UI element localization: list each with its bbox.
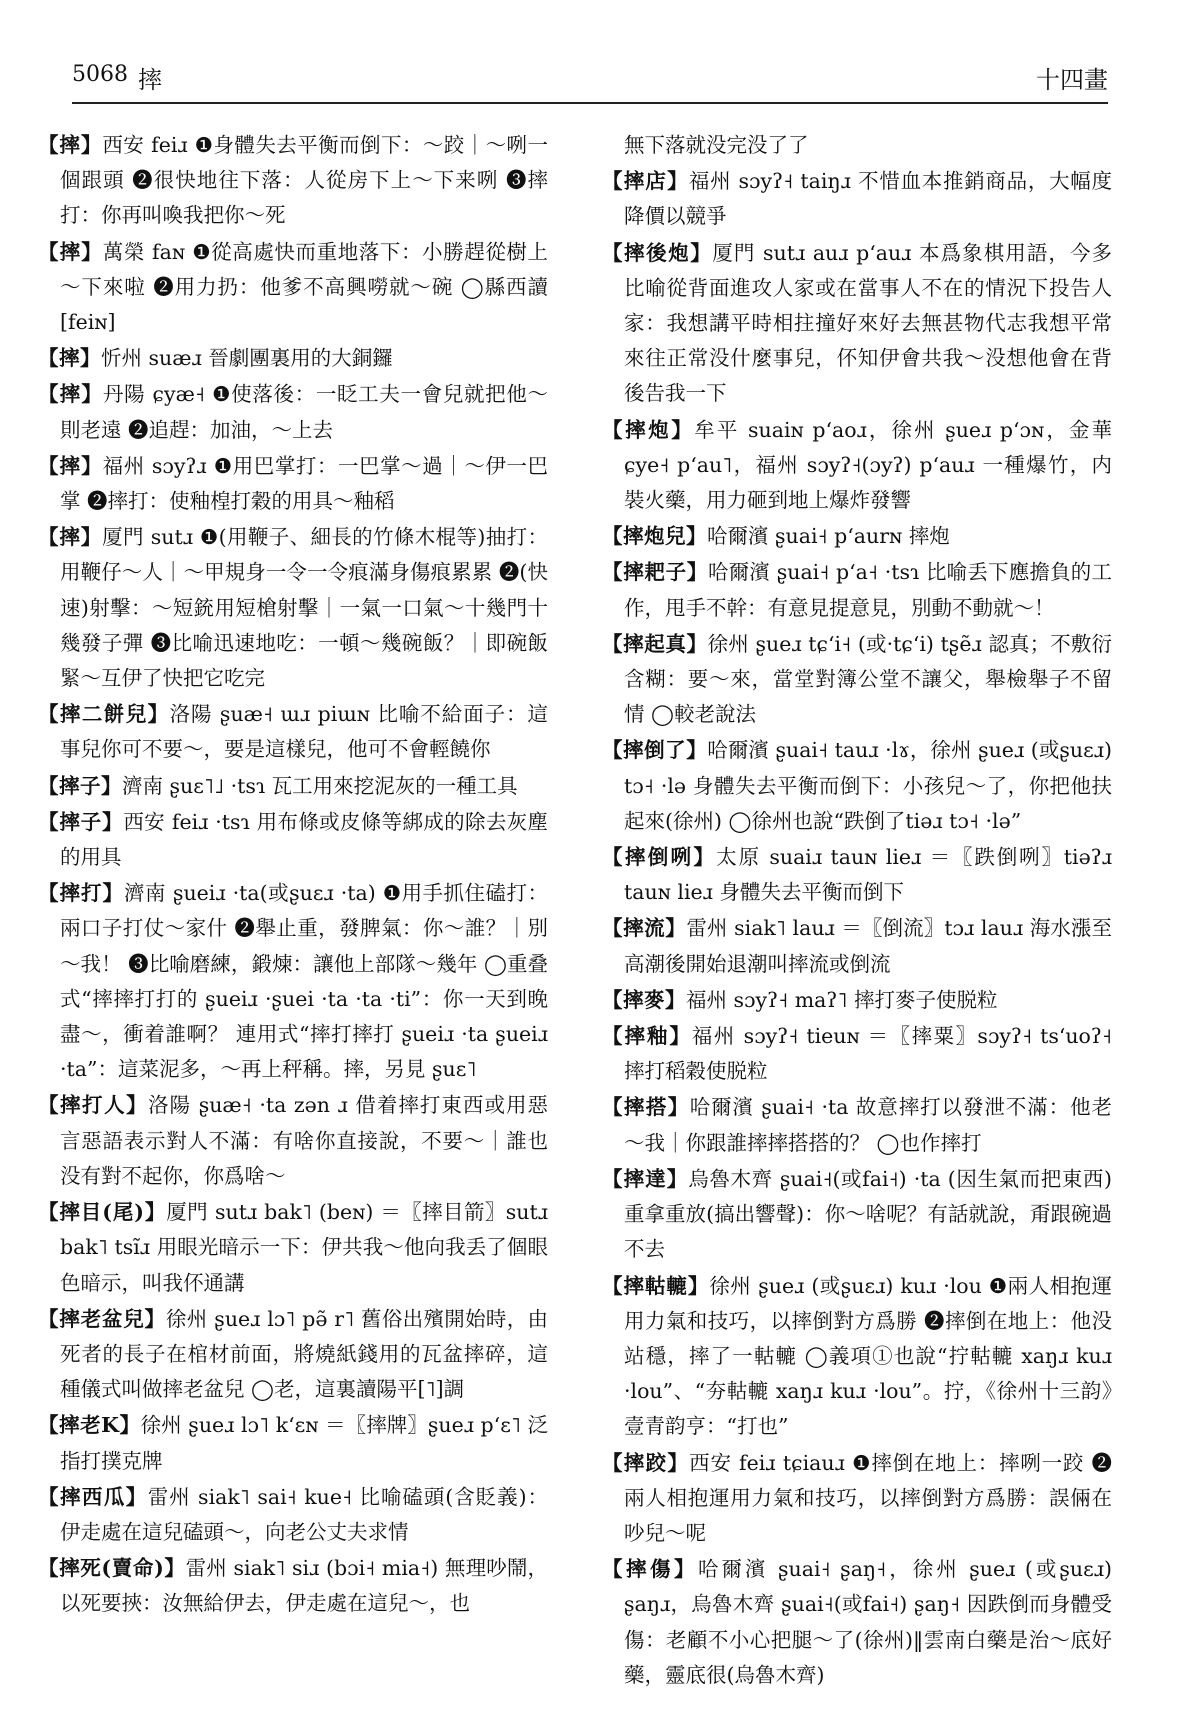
- entry-definition: 西安 feiɹ ❶身體失去平衡而倒下：～跤｜～咧一個跟頭 ❷很快地往下落：人從房下上～下来咧 ❸摔打：你再叫喚我把你～死: [60, 133, 548, 228]
- dictionary-entry: [38, 1480, 548, 1550]
- entry-headword: 【摔】: [38, 346, 101, 371]
- entry-definition: 丹陽 ɕyæ˧ ❶使落後：一眨工夫一會兒就把他～則老遠 ❷追趕：加油，～上去: [60, 382, 548, 442]
- entry-definition: 哈爾濱 ʂuai˧ tauɹ ·lɤ，徐州 ʂueɹ (或ʂuɛɹ) tɔ˧ ·lə 身體失去平衡而倒下：小孩兒～了，你把他扶起來(徐州) ◯徐州也說“跌倒了tiəɹ tɔ˧ ·lə”: [624, 738, 1112, 833]
- entry-headword: 【摔】: [38, 133, 103, 157]
- entry-definition: 濟南 ʂueiɹ ·ta(或ʂuɛɹ ·ta) ❶用手抓住磕打：兩口子打仗～家什 ❷舉止重，發脾氣：你～誰？｜別～我！ ❸比喻磨練，鍛煉：讓他上部隊～幾年 ◯重叠式“摔摔打打的 ʂueiɹ ·ʂuei ·ta ·ta ·ti”：你一天到晚盡～，衝着誰啊？ 連用式“摔打摔打 ʂueiɹ ·ta ʂueiɹ ·ta”：這菜泥多，～再上秤稱。摔，另見 ʂuɛ˥: [60, 881, 549, 1082]
- dictionary-entry: [38, 697, 548, 767]
- entry-definition: 無下落就没完没了了: [624, 133, 809, 157]
- entry-headword: 【摔搭】: [602, 1095, 690, 1120]
- dictionary-entry: [38, 1551, 548, 1621]
- entry-definition: 福州 sɔyʔ˧ taiŋɹ 不惜血本推銷商品，大幅度降價以競爭: [624, 169, 1112, 229]
- entry-headword: 【摔死(賣命)】: [38, 1556, 186, 1581]
- entry-definition: 厦門 sutɹ auɹ pʻauɹ 本爲象棋用語，今多比喻從背面進攻人家或在當事人不在的情況下投告人家：我想講平時相拄撞好來好去無甚物代志我想平常來往正常没什麼事兒，伓知伊會共我～没想他會在背後告我一下: [624, 240, 1113, 406]
- entry-headword: 【摔打人】: [38, 1093, 149, 1118]
- entry-headword: 【摔子】: [38, 809, 124, 834]
- entry-definition: 雷州 siak˥ sai˧ kue˧ 比喻磕頭(含貶義)：伊走處在這兒磕頭～，向老公丈夫求情: [60, 1484, 549, 1544]
- entry-headword: 【摔炮兒】: [602, 524, 707, 549]
- entry-headword: 【摔倒咧】: [602, 845, 717, 870]
- entry-definition: 厦門 sutɹ bak˥ (beɴ) ＝〖摔目箭〗sutɹ bak˥ tsĩɹ 用眼光暗示一下：伊共我～他向我丢了個眼色暗示，叫我伓通講: [60, 1200, 548, 1295]
- entry-definition: 忻州 suæɹ 晉劇團裏用的大銅鑼: [101, 346, 393, 371]
- dictionary-entry: [602, 413, 1112, 519]
- entry-headword: 【摔】: [38, 239, 103, 264]
- dictionary-entry: [602, 840, 1112, 910]
- dictionary-entry: [38, 377, 548, 447]
- entry-headword: 【摔】: [38, 382, 103, 407]
- right-column: [602, 128, 1112, 1694]
- entry-headword: 【摔起真】: [602, 631, 708, 656]
- entry-headword: 【摔西瓜】: [38, 1484, 148, 1509]
- entry-definition: 萬榮 faɴ ❶從高處快而重地落下：小勝趕從樹上～下來啦 ❷用力扔：他爹不高興嘮就～碗 ◯縣西讀[feiɴ]: [60, 239, 548, 335]
- entry-definition: 牟平 suaiɴ pʻaoɹ，徐州 ʂueɹ pʻɔɴ，金華 ɕye˧ pʻau˥，福州 sɔyʔ˧(ɔyʔ) pʻauɹ 一種爆竹，内裝火藥，用力砸到地上爆炸發響: [624, 417, 1112, 513]
- dictionary-entry: [38, 1195, 548, 1301]
- entry-headword: 【摔炮】: [602, 417, 695, 442]
- entry-headword: 【摔軲轆】: [602, 1273, 710, 1298]
- dictionary-entry: [602, 1019, 1112, 1089]
- dictionary-entry: [602, 983, 1112, 1018]
- dictionary-entry: [602, 733, 1112, 839]
- entry-definition: 福州 sɔyʔ˧ maʔ˥ 摔打麥子使脱粒: [686, 987, 998, 1012]
- entry-definition: 福州 sɔyʔɹ ❶用巴掌打：一巴掌～過｜～伊一巴掌 ❷摔打：使釉楻打穀的用具～釉稻: [60, 453, 548, 514]
- entry-headword: 【摔傷】: [602, 1557, 699, 1582]
- dictionary-entry: [602, 555, 1112, 625]
- entry-definition: 哈爾濱 ʂuai˧ pʻa˧ ·tsɿ 比喻丢下應擔負的工作，甩手不幹：有意見提意見，別動不動就～！: [624, 560, 1113, 620]
- entry-headword: 【摔】: [38, 453, 103, 478]
- entry-definition: 徐州 ʂueɹ (或ʂuɛɹ) kuɹ ·lou ❶兩人相抱運用力氣和技巧，以摔倒對方爲勝 ❷摔倒在地上：他没站穩，摔了一軲轆 ◯義項①也說“拧軲轆 xaŋɹ kuɹ ·lou”、“夯軲轆 xaŋɹ kuɹ ·lou”。拧，《徐州十三韵》壹青韵亨：“打也”: [624, 1273, 1112, 1439]
- entry-headword: 【摔耙子】: [602, 560, 708, 585]
- dictionary-entry: [602, 1090, 1112, 1160]
- entry-headword: 【摔目(尾)】: [38, 1200, 167, 1225]
- dictionary-entry: [602, 911, 1112, 981]
- dictionary-entry: [38, 235, 548, 341]
- dictionary-entry: [38, 769, 548, 804]
- entry-definition: 濟南 ʂuɛ˥˩ ·tsɿ 瓦工用來挖泥灰的一種工具: [122, 773, 518, 798]
- entry-definition: 哈爾濱 ʂuai˧ ·ta 故意摔打以發泄不滿：他老～我｜你跟誰摔摔搭搭的？ ◯也作摔打: [624, 1095, 1112, 1155]
- entry-headword: 【摔倒了】: [602, 738, 708, 763]
- entry-definition: 徐州 ʂueɹ lɔ˥ kʻɛɴ ＝〖摔牌〗ʂueɹ pʻɛ˥ 泛指打撲克牌: [60, 1413, 548, 1473]
- dictionary-entry: [602, 236, 1112, 412]
- entry-headword: 【摔後炮】: [602, 240, 713, 265]
- dictionary-entry: [38, 520, 548, 696]
- entry-headword: 【摔跤】: [602, 1450, 690, 1475]
- entry-headword: 【摔子】: [38, 773, 122, 798]
- entry-definition: 洛陽 ʂuæ˧ ɯɹ piɯɴ 比喻不給面子：這事兒你可不要～，要是這樣兒，他可不會輕饒你: [60, 702, 548, 762]
- entry-definition: 雷州 siak˥ lauɹ ＝〖倒流〗tɔɹ lauɹ 海水漲至高潮後開始退潮叫摔流或倒流: [624, 916, 1113, 976]
- entry-definition: 厦門 sutɹ ❶(用鞭子、細長的竹條木棍等)抽打：用鞭仔～人｜～甲規身一令一令痕滿身傷痕累累 ❷(快速)射擊：～短銃用短槍射擊｜一氣一口氣～十幾門十幾發子彈 ❸比喻迅速地吃：一頓～幾碗飯？｜即碗飯緊～互伊了快把它吃完: [60, 525, 548, 691]
- dictionary-entry: [602, 519, 1112, 554]
- head-character: 摔: [138, 66, 162, 94]
- entry-headword: 【摔打】: [38, 881, 124, 906]
- entry-definition: 哈爾濱 ʂuai˧ pʻaurɴ 摔炮: [707, 524, 950, 549]
- entry-definition: 洛陽 ʂuæ˧ ·ta zən ɹ 借着摔打東西或用惡言惡語表示對人不滿：有啥你直接說，不要～｜誰也没有對不起你，你爲啥～: [60, 1093, 548, 1188]
- dictionary-entry: [602, 164, 1112, 234]
- entry-headword: 【摔麥】: [602, 987, 686, 1012]
- dictionary-entry: [602, 627, 1112, 733]
- dictionary-entry: [602, 1446, 1112, 1552]
- dictionary-entry: [602, 128, 1112, 163]
- entry-definition: 烏魯木齊 ʂuai˧(或fai˧) ·ta (因生氣而把東西)重拿重放(搞出響聲)：你～啥呢？有話就說，甭跟碗過不去: [624, 1166, 1113, 1262]
- dictionary-entry: [38, 341, 548, 376]
- entry-definition: 徐州 ʂueɹ lɔ˥ pə̃ r˥ 舊俗出殯開始時，由死者的長子在棺材前面，將燒紙錢用的瓦盆摔碎，這種儀式叫做摔老盆兒 ◯老，這裏讀陽平[˥]調: [60, 1306, 548, 1402]
- page-number: 5068: [72, 62, 128, 87]
- dictionary-entry: [38, 1302, 548, 1408]
- entry-definition: 西安 feiɹ ·tsɿ 用布條或皮條等綁成的除去灰塵的用具: [60, 809, 548, 870]
- entry-headword: 【摔釉】: [602, 1024, 692, 1049]
- dictionary-entry: [602, 1162, 1112, 1268]
- left-column: [38, 128, 548, 1623]
- entry-headword: 【摔】: [38, 525, 103, 550]
- dictionary-entry: [602, 1552, 1112, 1693]
- entry-headword: 【摔老盆兒】: [38, 1306, 166, 1331]
- dictionary-entry: [38, 128, 548, 234]
- entry-headword: 【摔老K】: [38, 1413, 141, 1438]
- entry-definition: 太原 suaiɹ tauɴ lieɹ ＝〖跌倒咧〗tiəʔɹ tauɴ lieɹ 身體失去平衡而倒下: [624, 845, 1112, 905]
- dictionary-entry: [38, 1408, 548, 1478]
- dictionary-entry: [38, 449, 548, 519]
- entry-definition: 徐州 ʂueɹ tɕʻi˧ (或·tɕʻi) tʂẽɹ 認真；不敷衍含糊：要～來，當堂對簿公堂不讓父，舉檢舉子不留情 ◯較老說法: [624, 631, 1112, 727]
- dictionary-entry: [602, 1269, 1112, 1445]
- entry-headword: 【摔流】: [602, 916, 687, 941]
- stroke-section: 十四畫: [1036, 66, 1108, 94]
- entry-headword: 【摔二餅兒】: [38, 702, 170, 727]
- dictionary-entry: [38, 805, 548, 875]
- entry-headword: 【摔店】: [602, 169, 689, 194]
- entry-definition: 西安 feiɹ tɕiauɹ ❶摔倒在地上：摔咧一跤 ❷兩人相抱運用力氣和技巧，以摔倒對方爲勝：誤倆在吵兒～呢: [624, 1450, 1112, 1545]
- dictionary-entry: [38, 876, 548, 1087]
- entry-definition: 哈爾濱 ʂuai˧ ʂaŋ˧，徐州 ʂueɹ (或ʂuɛɹ) ʂaŋɹ，烏魯木齊 ʂuai˧(或fai˧) ʂaŋ˧ 因跌倒而身體受傷：老顧不小心把腿～了(徐州)‖雲南白藥是治～底好藥，靈底很(烏魯木齊): [624, 1557, 1113, 1687]
- entry-definition: 福州 sɔyʔ˧ tieuɴ ＝〖摔粟〗sɔyʔ˧ tsʻuoʔ˧ 摔打稻穀使脱粒: [624, 1024, 1112, 1084]
- dictionary-entry: [38, 1088, 548, 1194]
- page-header: [72, 62, 1108, 104]
- entry-headword: 【摔達】: [602, 1166, 689, 1191]
- entry-definition: 雷州 siak˥ siɹ (bɔi˧ mia˧) 無理吵鬧，以死要挾：汝無給伊去，伊走處在這兒～，也: [60, 1556, 548, 1616]
